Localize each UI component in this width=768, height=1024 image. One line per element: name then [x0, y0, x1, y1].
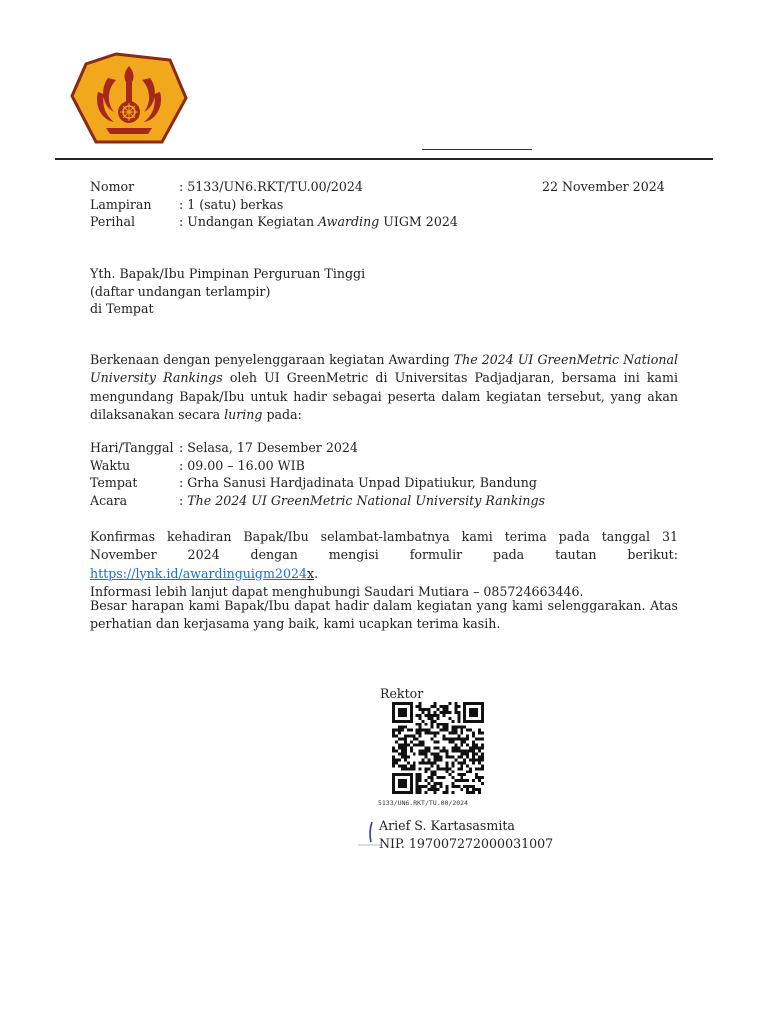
event-place-value: : Grha Sanusi Hardjadinata Unpad Dipatiukur, Bandung — [179, 475, 537, 490]
lampiran-label: Lampiran — [90, 197, 152, 212]
paragraph-confirmation: Konfirmas kehadiran Bapak/Ibu selambat-lambatnya kami terima pada tanggal 31 November 2024 dengan mengisi formulir pada tautan berikut: https://lynk.id/awardinguigm2024x. Informasi lebih lanjut dapat menghubungi Saudari Mutiara – 085724663446. — [90, 528, 678, 601]
event-time-label: Waktu — [90, 458, 131, 473]
qr-code-icon — [392, 702, 484, 794]
signatory-name: Arief S. Kartasasmita — [379, 818, 515, 833]
header-rule — [55, 158, 713, 160]
nomor-label: Nomor — [90, 179, 135, 194]
contact-info: Informasi lebih lanjut dapat menghubungi Saudari Mutiara – 085724663446. — [90, 583, 584, 599]
registration-link[interactable]: https://lynk.id/awardinguigm2024 — [90, 565, 307, 581]
event-time-value: : 09.00 – 16.00 WIB — [179, 458, 305, 473]
addressee-line-3: di Tempat — [90, 301, 154, 316]
event-name-label: Acara — [90, 493, 128, 508]
event-name-value: : The 2024 UI GreenMetric National University Rankings — [179, 493, 546, 508]
perihal-value: : Undangan Kegiatan Awarding UIGM 2024 — [179, 214, 458, 229]
paragraph-closing: Besar harapan kami Bapak/Ibu dapat hadir dalam kegiatan yang kami selenggarakan. Atas perhatian dan kerjasama yang baik, kami ucapkan terima kasih. — [90, 598, 678, 632]
nomor-value: : 5133/UN6.RKT/TU.00/2024 — [179, 179, 363, 194]
signatory-nip: NIP. 197007272000031007 — [379, 836, 554, 851]
addressee-line-2: (daftar undangan terlampir) — [90, 284, 271, 299]
event-place-label: Tempat — [90, 475, 138, 490]
signatory-title: Rektor — [380, 686, 424, 701]
qr-caption: 5133/UN6.RKT/TU.00/2024 — [378, 799, 469, 807]
letter-date: 22 November 2024 — [542, 179, 665, 194]
paragraph-invitation: Berkenaan dengan penyelenggaraan kegiatan Awarding The 2024 UI GreenMetric National University Rankings oleh UI GreenMetric di Universitas Padjadjaran, bersama ini kami mengundang Bapak/Ibu untuk hadir sebagai peserta dalam kegiatan tersebut, yang akan dilaksanakan secara luring pada: — [90, 352, 678, 422]
event-date-value: : Selasa, 17 Desember 2024 — [179, 440, 358, 455]
header-short-rule — [422, 149, 532, 150]
unpad-logo-icon — [70, 52, 188, 146]
lampiran-value: : 1 (satu) berkas — [179, 197, 284, 212]
event-date-label: Hari/Tanggal — [90, 440, 174, 455]
addressee-line-1: Yth. Bapak/Ibu Pimpinan Perguruan Tinggi — [90, 266, 366, 281]
perihal-label: Perihal — [90, 214, 136, 229]
